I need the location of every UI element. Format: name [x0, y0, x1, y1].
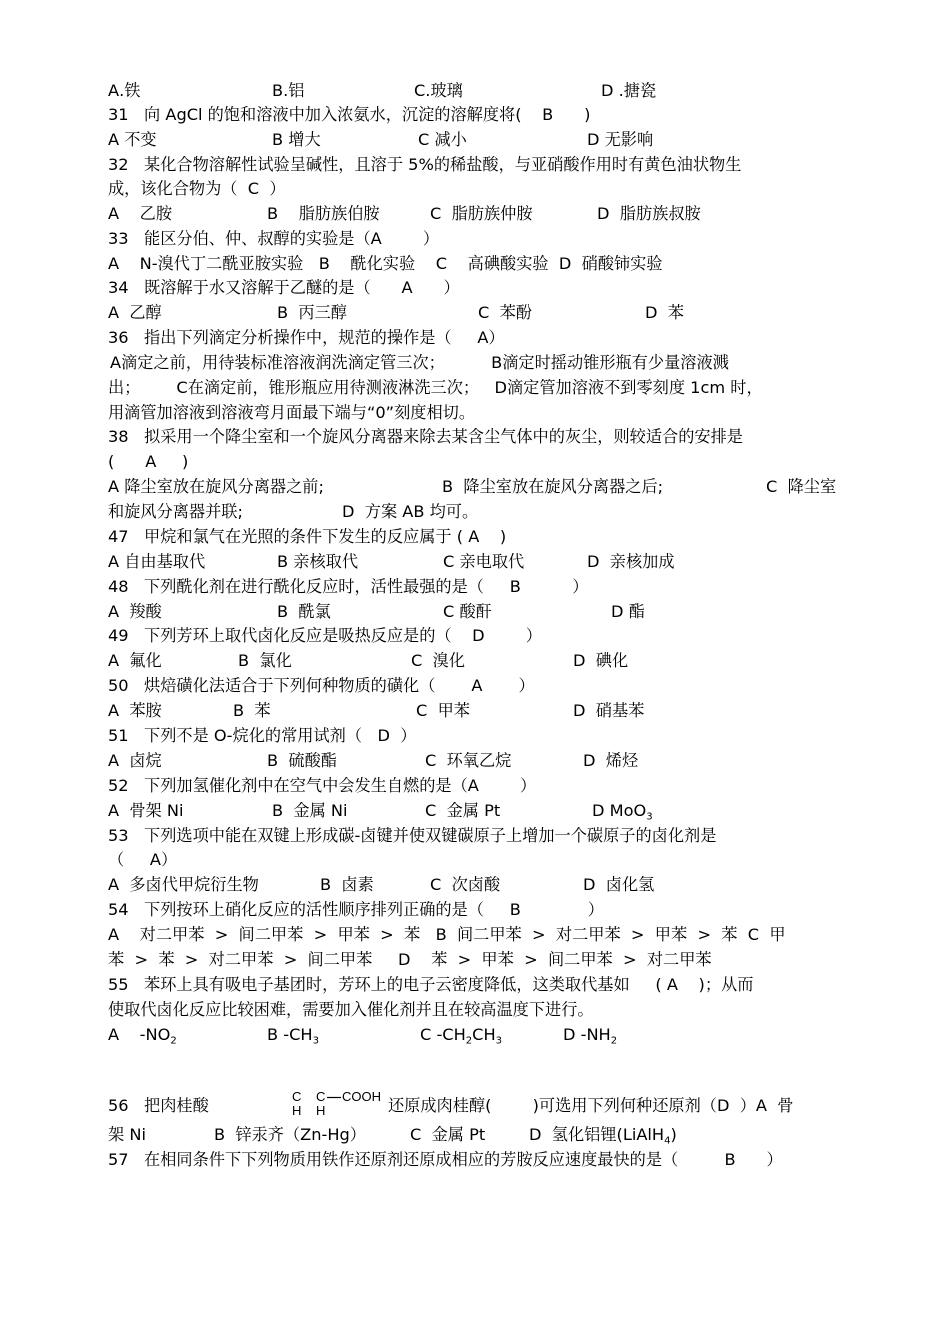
subscript: 4	[664, 1135, 671, 1147]
text-run: 36 指出下列滴定分析操作中，规范的操作是（ A）	[108, 328, 505, 347]
text-run: B 苯	[233, 701, 271, 720]
text-run: A 乙胺	[108, 204, 173, 223]
text-run: C 金属 Pt	[425, 801, 501, 820]
text-line	[108, 376, 763, 400]
text-run: B.铝	[272, 81, 305, 100]
text-line	[108, 575, 588, 599]
text-line	[425, 799, 500, 823]
text-run: 31 向 AgCl 的饱和溶液中加入浓氨水，沉淀的溶解度将( B )	[108, 105, 591, 124]
text-line	[108, 401, 475, 425]
text-line	[108, 1148, 783, 1172]
text-run: 38 拟采用一个降尘室和一个旋风分离器来除去某含尘气体中的灰尘，则较适合的安排是	[108, 427, 743, 446]
text-line	[108, 873, 259, 897]
text-line	[108, 425, 743, 449]
text-line	[592, 799, 653, 823]
text-line	[108, 252, 663, 276]
text-run: A.铁	[108, 81, 141, 100]
subscript: 2	[170, 1035, 177, 1047]
text-run: C 降尘室	[766, 477, 837, 496]
text-line	[587, 128, 653, 152]
text-line	[478, 301, 532, 325]
text-line	[430, 202, 533, 226]
text-run: D 酯	[611, 602, 645, 621]
text-line	[645, 301, 684, 325]
text-line	[277, 301, 347, 325]
text-run: 还原成肉桂醇( )可选用下列何种还原剂（D ）A 骨	[388, 1096, 794, 1115]
text-line	[108, 898, 604, 922]
text-run: D -NH	[563, 1025, 611, 1044]
text-line	[272, 128, 321, 152]
text-run: D 碘化	[573, 651, 629, 670]
text-run: 47 甲烷和氯气在光照的条件下发生的反应属于 ( A )	[108, 527, 507, 546]
text-line	[430, 873, 500, 897]
text-run: B 氯化	[238, 651, 292, 670]
text-run: D 无影响	[587, 130, 654, 149]
text-run: D MoO	[592, 801, 647, 820]
text-line	[573, 649, 628, 673]
text-line	[108, 128, 157, 152]
text-line	[442, 475, 663, 499]
text-run: 57 在相同条件下下列物质用铁作还原剂还原成相应的芳胺反应速度最快的是（ B ）	[108, 1150, 783, 1169]
text-run: 51 下列不是 O-烷化的常用试剂（ D ）	[108, 726, 417, 745]
text-run: C 溴化	[411, 651, 465, 670]
text-run: A 卤烷	[108, 751, 162, 770]
text-run: C 苯酚	[478, 303, 532, 322]
text-line	[108, 948, 712, 972]
text-run: B 增大	[272, 130, 321, 149]
text-line	[420, 1023, 502, 1047]
text-line	[108, 500, 243, 524]
text-line	[418, 128, 467, 152]
text-line	[611, 600, 645, 624]
text-run: C 金属 Pt	[410, 1125, 486, 1144]
text-run: 使取代卤化反应比较困难，需要加入催化剂并且在较高温度下进行。	[108, 1000, 594, 1019]
text-run: 55 苯环上具有吸电子基团时，芳环上的电子云密度降低，这类取代基如 ( A )；从而	[108, 975, 754, 994]
structure-hydrogen-2: H	[316, 1103, 326, 1118]
text-run: A 苯胺	[108, 701, 162, 720]
text-run: A 多卤代甲烷衍生物	[108, 875, 259, 894]
text-run: A 氟化	[108, 651, 162, 670]
text-line	[277, 550, 358, 574]
text-run: B 脂肪族伯胺	[267, 204, 380, 223]
text-line	[342, 500, 478, 524]
text-line	[272, 799, 348, 823]
text-line	[563, 1023, 617, 1047]
text-line	[388, 1094, 793, 1118]
subscript: 3	[646, 811, 653, 823]
text-line	[238, 649, 292, 673]
text-line	[108, 699, 162, 723]
text-line	[425, 749, 511, 773]
text-line	[214, 1123, 366, 1147]
text-line	[108, 774, 536, 798]
text-line	[267, 1023, 319, 1047]
text-line	[108, 973, 753, 997]
text-run: 用滴管加溶液到溶液弯月面最下端与“0”刻度相切。	[108, 403, 476, 422]
text-run: 34 既溶解于水又溶解于乙醚的是（ A ）	[108, 278, 460, 297]
text-run: A -NO	[108, 1025, 171, 1044]
text-line	[108, 923, 786, 947]
text-line	[108, 848, 177, 872]
text-run: C 酸酐	[443, 602, 492, 621]
text-line	[110, 351, 729, 375]
subscript: 2	[610, 1035, 618, 1047]
text-run: C 脂肪族仲胺	[430, 204, 533, 223]
text-run: B 酰氯	[277, 602, 331, 621]
text-line	[320, 873, 374, 897]
text-line	[233, 699, 271, 723]
text-line	[108, 79, 140, 103]
text-run: 和旋风分离器并联;	[108, 502, 243, 521]
text-run: A 降尘室放在旋风分离器之前;	[108, 477, 324, 496]
text-line	[108, 276, 460, 300]
text-run: 50 烘焙磺化法适合于下列何种物质的磺化（ A ）	[108, 676, 535, 695]
text-run: D 卤化氢	[583, 875, 655, 894]
text-run: D .搪瓷	[601, 81, 657, 100]
text-line	[108, 103, 590, 127]
text-run: 成，该化合物为（ C ）	[108, 179, 286, 198]
text-line	[108, 1023, 177, 1047]
structure-carboxyl: COOH	[342, 1089, 381, 1104]
text-run: （ A）	[108, 850, 178, 869]
text-run: 48 下列酰化剂在进行酰化反应时，活性最强的是（ B ）	[108, 577, 589, 596]
text-run: A滴定之前，用待装标准溶液润洗滴定管三次； B滴定时摇动锥形瓶有少量溶液溅	[110, 353, 729, 372]
text-run: A 乙醇	[108, 303, 162, 322]
text-line	[108, 227, 439, 251]
text-line	[601, 79, 656, 103]
text-line	[443, 600, 492, 624]
text-run: )	[670, 1125, 677, 1144]
text-run: D 氢化铝锂(LiAlH	[529, 1125, 665, 1144]
text-line	[277, 600, 331, 624]
structure-hydrogen-1: H	[292, 1103, 302, 1118]
text-line	[583, 749, 638, 773]
text-run: C 亲电取代	[443, 552, 525, 571]
text-run: ( A )	[108, 452, 189, 471]
text-run: 苯 > 苯 > 对二甲苯 > 间二甲苯 D 苯 > 甲苯 > 间二甲苯 > 对二甲苯	[108, 950, 712, 969]
text-run: B 金属 Ni	[272, 801, 348, 820]
text-line	[411, 649, 465, 673]
text-line	[108, 550, 205, 574]
text-line	[108, 177, 286, 201]
text-line	[108, 724, 416, 748]
text-line	[108, 600, 162, 624]
text-line	[573, 699, 644, 723]
text-run: A N-溴代丁二酰亚胺实验 B 酰化实验 C 高碘酸实验 D 硝酸铈实验	[108, 254, 663, 273]
text-line	[410, 1123, 485, 1147]
text-line	[108, 749, 162, 773]
text-run: 33 能区分伯、仲、叔醇的实验是（A ）	[108, 229, 440, 248]
text-line	[108, 475, 324, 499]
text-run: D 硝基苯	[573, 701, 645, 720]
text-line	[597, 202, 701, 226]
text-line	[587, 550, 675, 574]
text-run: D 脂肪族叔胺	[597, 204, 701, 223]
text-line	[108, 649, 162, 673]
text-run: 56 把肉桂酸	[108, 1096, 209, 1115]
text-run: 54 下列按环上硝化反应的活性顺序排列正确的是（ B ）	[108, 900, 604, 919]
text-run: B 锌汞齐（Zn-Hg）	[214, 1125, 366, 1144]
structure-carbon-2: C	[316, 1089, 326, 1104]
text-run: CH	[472, 1025, 496, 1044]
text-run: B 亲核取代	[277, 552, 359, 571]
text-line	[766, 475, 836, 499]
subscript: 2	[465, 1035, 473, 1047]
text-line	[108, 674, 535, 698]
text-line	[443, 550, 524, 574]
text-line	[108, 998, 594, 1022]
text-run: B 卤素	[320, 875, 374, 894]
structure-carbon-1: C	[292, 1089, 302, 1104]
text-line	[108, 301, 162, 325]
text-line	[272, 79, 304, 103]
text-run: 架 Ni	[108, 1125, 146, 1144]
text-line	[108, 450, 188, 474]
text-line	[583, 873, 654, 897]
text-run: 出； C在滴定前，锥形瓶应用待测液淋洗三次； D滴定管加溶液不到零刻度 1cm 时，	[108, 378, 763, 397]
text-run: A 羧酸	[108, 602, 162, 621]
text-run: 53 下列选项中能在双键上形成碳-卤键并使双键碳原子上增加一个碳原子的卤化剂是	[108, 826, 717, 845]
text-run: B 硫酸酯	[267, 751, 337, 770]
text-run: A 骨架 Ni	[108, 801, 184, 820]
text-run: C 次卤酸	[430, 875, 501, 894]
text-run: 52 下列加氢催化剂中在空气中会发生自燃的是（A ）	[108, 776, 537, 795]
text-run: D 苯	[645, 303, 684, 322]
text-run: D 亲核加成	[587, 552, 675, 571]
text-line	[108, 799, 184, 823]
text-run: 32 某化合物溶解性试验呈碱性，且溶于 5%的稀盐酸，与亚硝酸作用时有黄色油状物生	[108, 155, 742, 174]
text-run: D 烯烃	[583, 751, 639, 770]
text-run: C 甲苯	[416, 701, 470, 720]
text-line	[108, 153, 741, 177]
text-run: C 环氧乙烷	[425, 751, 512, 770]
text-run: B 丙三醇	[277, 303, 347, 322]
text-run: C.玻璃	[414, 81, 463, 100]
text-line	[108, 824, 716, 848]
text-run: D 方案 AB 均可。	[342, 502, 479, 521]
text-run: 49 下列芳环上取代卤化反应是吸热反应是的（ D ）	[108, 626, 542, 645]
text-run: C 减小	[418, 130, 467, 149]
structure-bond	[326, 1096, 342, 1100]
subscript: 3	[495, 1035, 503, 1047]
cinnamic-acid-structure	[288, 1088, 398, 1122]
text-line	[108, 202, 172, 226]
subscript: 3	[312, 1035, 319, 1047]
text-run: B 降尘室放在旋风分离器之后;	[442, 477, 664, 496]
text-line	[108, 525, 506, 549]
text-line	[267, 202, 380, 226]
text-run: B -CH	[267, 1025, 313, 1044]
text-run: A 不变	[108, 130, 157, 149]
text-run: A 对二甲苯 > 间二甲苯 > 甲苯 > 苯 B 间二甲苯 > 对二甲苯 > 甲苯 > 苯 C 甲	[108, 925, 786, 944]
text-line	[267, 749, 337, 773]
text-run: C -CH	[420, 1025, 466, 1044]
text-line	[108, 624, 542, 648]
text-line	[529, 1123, 677, 1147]
text-line	[108, 326, 505, 350]
text-line	[108, 1123, 146, 1147]
text-run: A 自由基取代	[108, 552, 206, 571]
text-line	[108, 1094, 209, 1118]
text-line	[414, 79, 463, 103]
text-line	[416, 699, 470, 723]
